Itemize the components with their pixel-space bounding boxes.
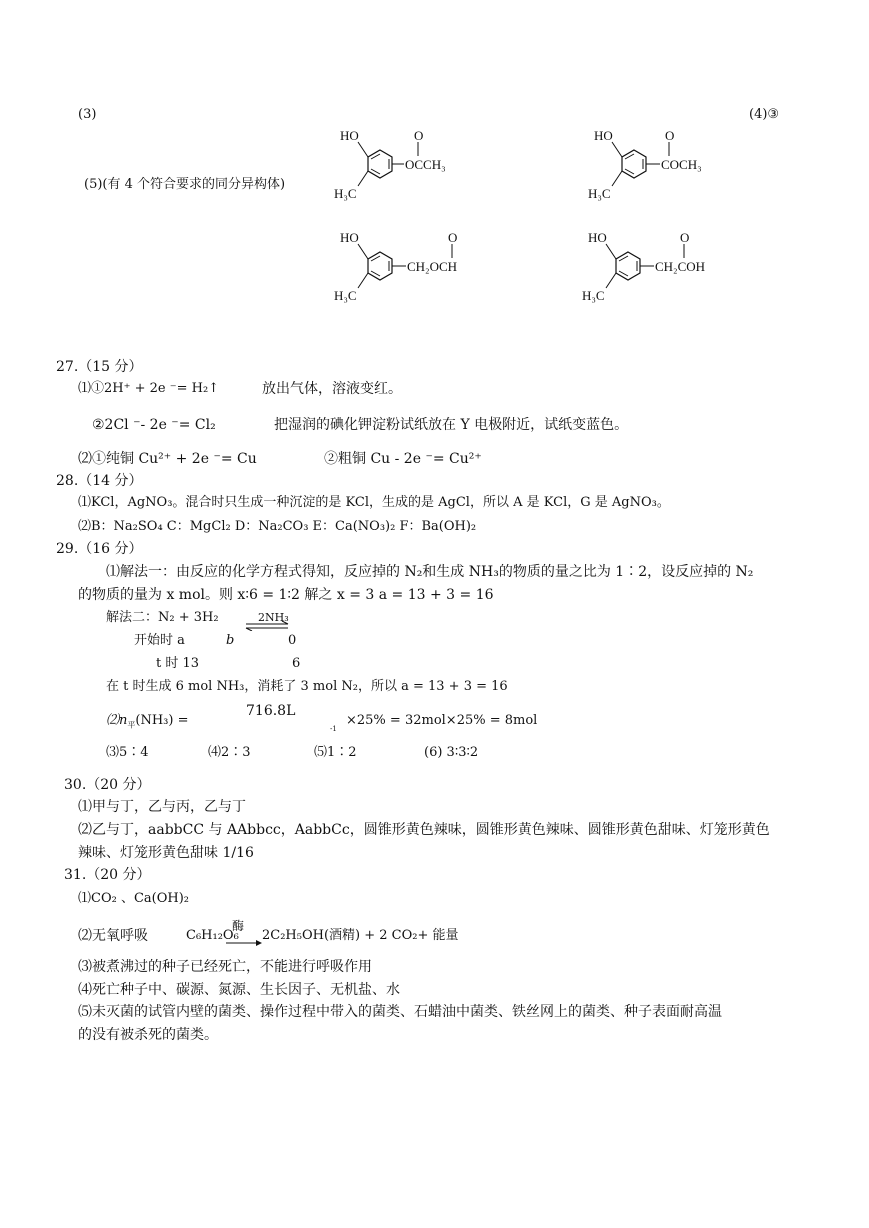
structure-4 — [578, 224, 728, 313]
carbonyl-o-label: O — [414, 128, 424, 143]
chain-label: COCH₃ — [661, 157, 702, 172]
q31-line2-product: 2C₂H₅OH(酒精) + 2 CO₂+ 能量 — [262, 928, 459, 943]
methyl-label: H₃C — [582, 288, 605, 303]
q30-line2: ⑵乙与丁，aabbCC 与 AAbbcc，AabbCc，圆锥形黄色辣味，圆锥形黄色辣味、圆锥形黄色甜味、灯笼形黄色 — [78, 822, 770, 838]
chain-label: OCCH₃ — [405, 157, 446, 172]
q29-start-c: 0 — [288, 633, 297, 648]
n-symbol: ⑵n — [106, 713, 128, 728]
q30-header: 30.（20 分） — [64, 777, 151, 793]
chain-label: CH₂OCH — [407, 259, 458, 274]
q27-line2: ②2Cl ⁻- 2e ⁻= Cl₂ — [92, 417, 216, 433]
q28-line1: ⑴KCl，AgNO₃。混合时只生成一种沉淀的是 KCl，生成的是 AgCl，所以 A 是 KCl，G 是 AgNO₃。 — [78, 495, 670, 510]
q4-answer: (4)③ — [749, 107, 780, 122]
q29-line1: ⑴解法一：由反应的化学方程式得知，反应掉的 N₂和生成 NH₃的物质的量之比为 1∶2，设反应掉的 N₂ — [106, 564, 754, 580]
hydroxyl-label: HO — [340, 128, 359, 143]
q31-line3: ⑶被煮沸过的种子已经死亡，不能进行呼吸作用 — [78, 959, 372, 975]
q29-line7-c: ×25% = 32mol×25% = 8mol — [346, 713, 538, 728]
q29-line3: 解法二：N₂ + 3H₂ — [106, 610, 219, 625]
q29-ans4: ⑷2∶3 — [208, 745, 251, 760]
q31-line1: ⑴CO₂ 、Ca(OH)₂ — [78, 891, 189, 906]
methyl-label: H₃C — [334, 288, 357, 303]
q29-start-label: 开始时 a — [134, 633, 185, 648]
n-subscript: 平 — [127, 720, 136, 730]
q30-line1: ⑴甲与丁，乙与丙，乙与丁 — [78, 799, 246, 815]
q27-line3: ⑵①纯铜 Cu²⁺ + 2e ⁻= Cu — [78, 451, 257, 467]
q29-ans5: ⑸1∶2 — [314, 745, 357, 760]
q29-numerator: 716.8L — [246, 703, 296, 719]
chain-label: CH₂COH — [655, 259, 706, 274]
q29-ans6: (6) 3∶3∶2 — [424, 745, 479, 760]
q3-label: (3) — [78, 107, 97, 122]
q29-denominator: -1 — [330, 725, 337, 733]
q29-line7-a — [106, 712, 188, 735]
q27-line1-note: 放出气体，溶液变红。 — [262, 381, 402, 397]
carbonyl-o-label: O — [448, 230, 458, 245]
carbonyl-o-label: O — [680, 230, 690, 245]
q29-t-c: 6 — [292, 656, 301, 671]
q27-line1: ⑴①2H⁺ + 2e ⁻= H₂↑ — [78, 381, 220, 396]
q31-enzyme: 酶 — [232, 919, 245, 933]
q29-ans3: ⑶5∶4 — [106, 745, 149, 760]
methyl-label: H₃C — [588, 186, 611, 201]
q27-line3b: ②粗铜 Cu - 2e ⁻= Cu²⁺ — [324, 451, 482, 467]
nh3-eq: (NH₃) = — [135, 713, 189, 728]
q30-line3: 辣味、灯笼形黄色甜味 1/16 — [78, 845, 254, 861]
q29-start-b: b — [226, 633, 235, 648]
q28-header: 28.（14 分） — [56, 473, 143, 489]
q28-line2: ⑵B：Na₂SO₄ C：MgCl₂ D：Na₂CO₃ E：Ca(NO₃)₂ F：Ba(OH)₂ — [78, 519, 477, 534]
structure-1 — [330, 122, 470, 211]
q27-header: 27.（15 分） — [56, 359, 143, 375]
q29-header: 29.（16 分） — [56, 541, 143, 557]
q31-line2-a: ⑵无氧呼吸 — [78, 928, 148, 944]
hydroxyl-label: HO — [588, 230, 607, 245]
q31-line4: ⑷死亡种子中、碳源、氮源、生长因子、无机盐、水 — [78, 982, 400, 998]
q31-line2-reactant: C₆H₁₂O₆ — [186, 928, 239, 943]
structure-2 — [584, 122, 724, 211]
carbonyl-o-label: O — [665, 128, 675, 143]
reaction-arrow-icon — [226, 932, 264, 951]
hydroxyl-label: HO — [340, 230, 359, 245]
q31-line5: ⑸未灭菌的试管内壁的菌类、操作过程中带入的菌类、石蜡油中菌类、铁丝网上的菌类、种子表面耐高温 — [78, 1004, 722, 1020]
q31-line6: 的没有被杀死的菌类。 — [78, 1027, 218, 1043]
q29-line6: 在 t 时生成 6 mol NH₃，消耗了 3 mol N₂，所以 a = 13 + 3 = 16 — [106, 679, 508, 694]
q27-line2-note: 把湿润的碘化钾淀粉试纸放在 Y 电极附近，试纸变蓝色。 — [274, 417, 629, 433]
q29-t-label: t 时 13 — [156, 656, 200, 671]
equilibrium-arrow-icon — [244, 616, 290, 635]
hydroxyl-label: HO — [594, 128, 613, 143]
q31-header: 31.（20 分） — [64, 867, 151, 883]
q29-product: 2NH₃ — [258, 611, 289, 624]
structure-3 — [330, 224, 480, 313]
methyl-label: H₃C — [334, 186, 357, 201]
q5-label: (5)(有 4 个符合要求的同分异构体) — [84, 177, 286, 192]
q29-line2: 的物质的量为 x mol。则 x∶6 = 1∶2 解之 x = 3 a = 13 + 3 = 16 — [78, 587, 494, 603]
